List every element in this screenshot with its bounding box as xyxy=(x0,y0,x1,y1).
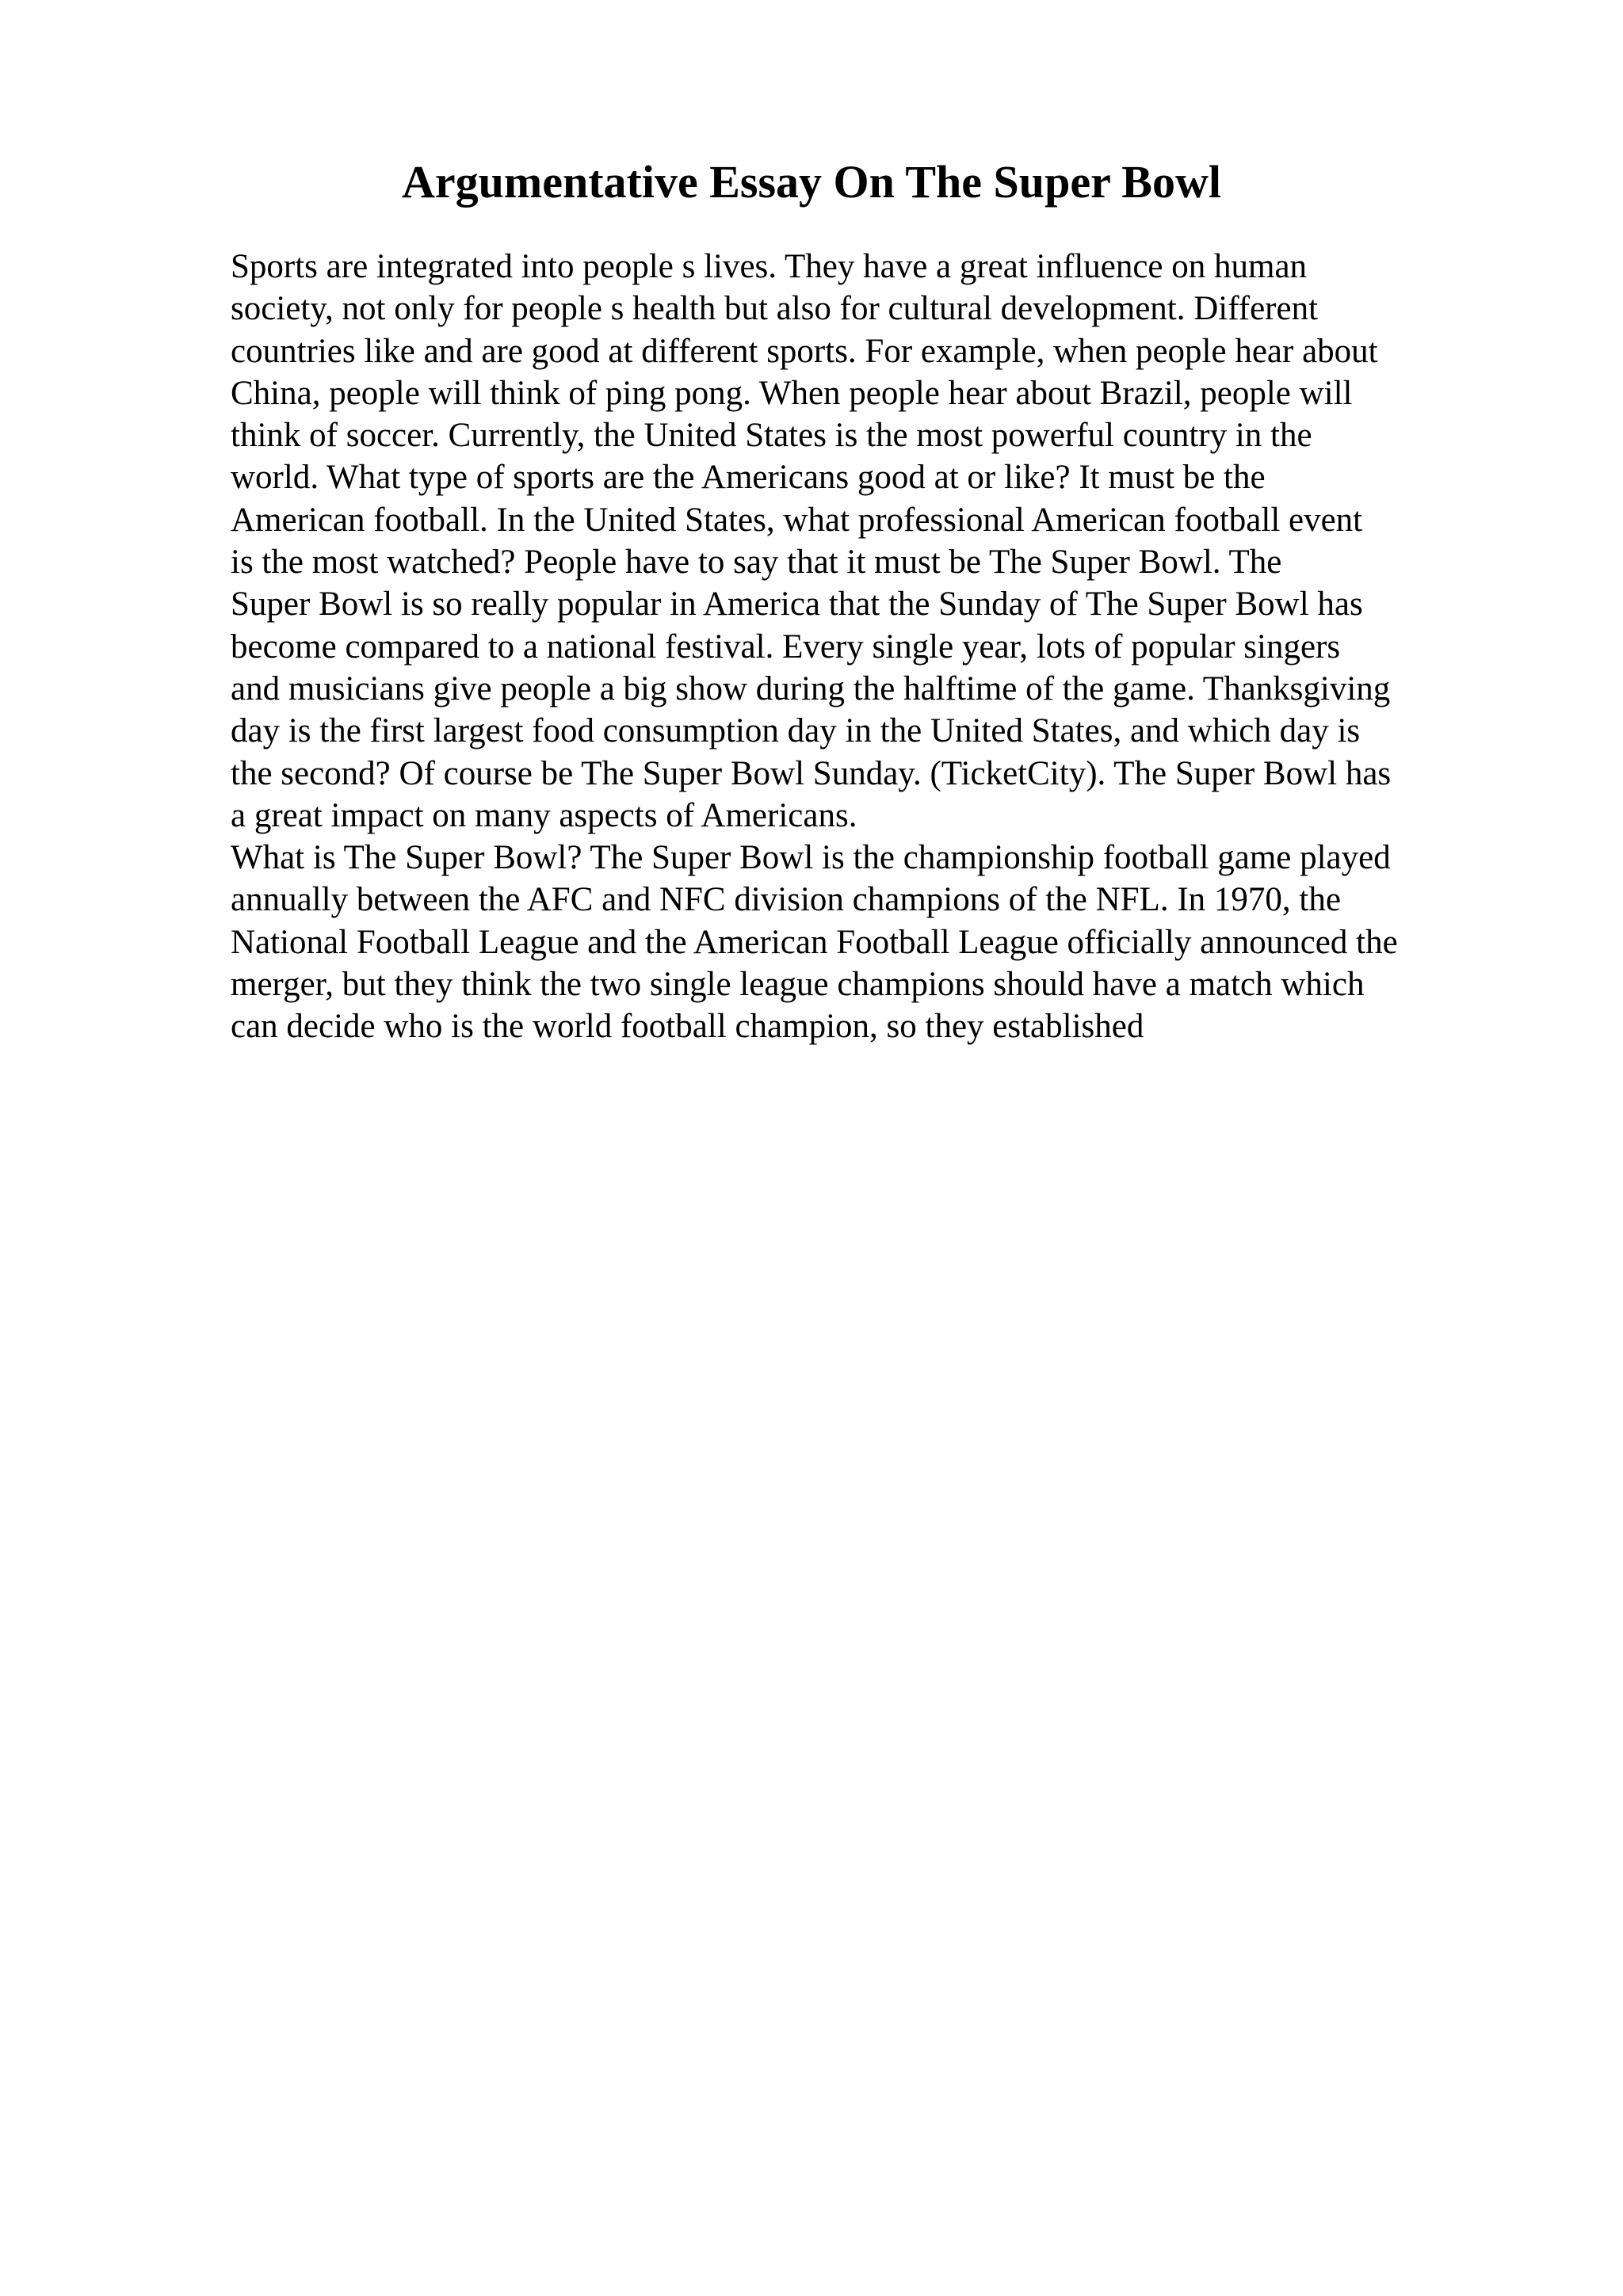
text-line: the second? Of course be The Super Bowl Sunday. (TicketCity). The Super Bowl has xyxy=(231,754,1392,792)
text-line: society, not only for people s health but also for cultural development. Different xyxy=(231,290,1319,328)
text-line: What is The Super Bowl? The Super Bowl is the championship football game played xyxy=(231,839,1391,877)
text-line: think of soccer. Currently, the United States is the most powerful country in the xyxy=(231,417,1312,455)
text-line: China, people will think of ping pong. When people hear about Brazil, people will xyxy=(231,374,1353,412)
text-line: National Football League and the American Football League officially announced the xyxy=(231,923,1398,961)
text-line: American football. In the United States, what professional American football event xyxy=(231,501,1363,539)
text-line: annually between the AFC and NFC division champions of the NFL. In 1970, the xyxy=(231,881,1341,919)
text-line: countries like and are good at different sports. For example, when people hear about xyxy=(231,332,1378,370)
text-line: merger, but they think the two single league champions should have a match which xyxy=(231,966,1365,1004)
text-line: day is the first largest food consumption day in the United States, and which day is xyxy=(231,712,1361,750)
text-line: Sports are integrated into people s lives. They have a great influence on human xyxy=(231,248,1308,285)
text-line: and musicians give people a big show during the halftime of the game. Thanksgiving xyxy=(231,669,1391,707)
text-line: Super Bowl is so really popular in America that the Sunday of The Super Bowl has xyxy=(231,585,1363,624)
text-line: become compared to a national festival. Every single year, lots of popular singers xyxy=(231,627,1341,666)
text-line: can decide who is the world football champion, so they established xyxy=(231,1008,1144,1046)
text-line: world. What type of sports are the Americans good at or like? It must be the xyxy=(231,459,1266,497)
text-line: is the most watched? People have to say that it must be The Super Bowl. The xyxy=(231,543,1282,582)
document-title: Argumentative Essay On The Super Bowl xyxy=(402,156,1221,208)
text-line: a great impact on many aspects of Americans. xyxy=(231,796,857,834)
document-body xyxy=(231,246,1514,1048)
